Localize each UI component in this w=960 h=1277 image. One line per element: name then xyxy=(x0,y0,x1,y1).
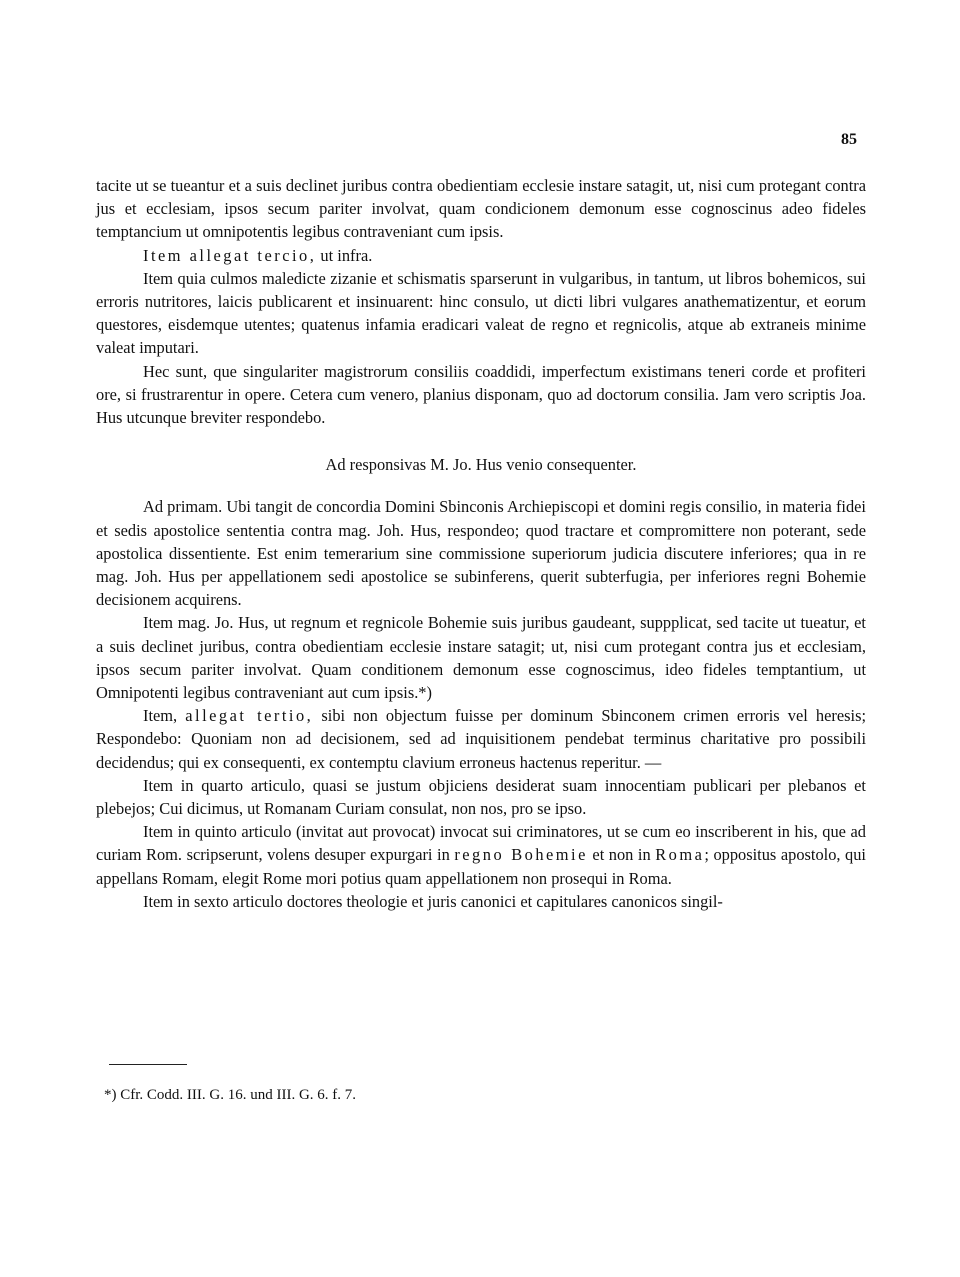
paragraph xyxy=(96,890,866,913)
paragraph xyxy=(96,611,866,704)
text-segment: et non in xyxy=(587,845,656,865)
text-segment: Item in quinto articulo (invitat aut provocat) invocat sui criminatores, ut se cum eo inscriberent in his, que ad curiam Rom. scripserunt, volens desuper expurgari in xyxy=(96,822,866,865)
text-segment: Item in quarto articulo, quasi se justum objiciens desiderat suam innocentiam publicari per plebanos et plebejos; Cui dicimus, ut Romanam Curiam consulat, non nos, pro se ipso. xyxy=(96,775,866,819)
text-segment: Ad responsivas M. Jo. Hus venio consequenter. xyxy=(325,455,637,475)
spaced-text: regno Bohemie xyxy=(454,845,588,865)
text-segment: tacite ut se tueantur et a suis declinet juribus contra obedientiam ecclesie instare satagit, ut, nisi cum protegant contra jus et ecclesiam, ipsos secum pariter involvat, quam condicionem demonum esse cognoscinus adeo fideles temptancium ut omnipotentis legibus contraveniant cum ipsis. xyxy=(96,176,866,242)
text-segment: ut infra. xyxy=(316,245,373,265)
paragraph xyxy=(96,174,866,244)
text-segment: Item mag. Jo. Hus, ut regnum et regnicole Bohemie suis juribus gaudeant, suppplicat, sed tacite ut tueatur, et a suis declinet juribus, contra obedientiam ecclesie instare satagit; ut, nisi cum protegant contra jus et ecclesiam, ipsos secum pariter involvat. Quam conditionem demonum esse cognoscimus, ideo fideles temptantium, ut Omnipotenti legibus contraveniant aut cum ipsis.*) xyxy=(96,613,866,703)
paragraph xyxy=(96,704,866,774)
spaced-text: Item allegat tercio, xyxy=(143,245,317,265)
text-segment: Ad primam. Ubi tangit de concordia Domini Sbinconis Archiepiscopi et domini regis consilio, in materia fidei et sedis apostolice sententia contra mag. Joh. Hus, respondeo; quod tractare et compromittere non poterant, sede apostolica dissentiente. Est enim temerarium sine commissione superiorum judicia discutere inferiores; qua in re mag. Joh. Hus per appellationem sedi apostolice se subinferens, querit subterfugia, per inferiores regni Bohemie decisionem acquirens. xyxy=(96,497,866,610)
paragraph xyxy=(96,360,866,430)
text-segment: Item quia culmos maledicte zizanie et schismatis sparserunt in vulgaribus, in tantum, ut libros bohemicos, sui erroris nutritores, laicis publicarent et insinuarent: hinc consulo, ut dicti libri vulgares anathematizentur, et eorum questores, eisdemque utentes; quatenus infamia eradicari valeat de regno et regnicolis, atque ab extraneis minime valeat imputari. xyxy=(96,268,866,358)
spaced-text: Roma xyxy=(655,845,705,865)
paragraph xyxy=(96,267,866,360)
body-text xyxy=(96,174,866,913)
paragraph xyxy=(96,774,866,820)
section-heading xyxy=(96,453,866,476)
paragraph xyxy=(96,820,866,890)
text-segment: Hec sunt, que singulariter magistrorum consiliis coaddidi, imperfectum existimans teneri corde et profiteri ore, si frustrarentur in opere. Cetera cum venero, planius disponam, quo ad doctorum consilia. Jam vero scriptis Joa. Hus utcunque breviter respondebo. xyxy=(96,361,866,428)
text-segment: ; oppositus apostolo, qui appellans Romam, elegit Rome mori potius quam appellationem non prosequi in Roma. xyxy=(96,845,866,888)
footnote-divider xyxy=(109,1064,187,1065)
spaced-text: allegat tertio, xyxy=(185,706,314,726)
footnote: *) Cfr. Codd. III. G. 16. und III. G. 6. f. 7. xyxy=(104,1087,357,1103)
paragraph xyxy=(96,495,866,611)
text-segment: sibi non objectum fuisse per dominum Sbinconem crimen erroris vel heresis; Respondebo: Quoniam non ad decisionem, sed ad inquisitionem pendebat terminus charitative pro possibili decidendus; qui ex consequenti, ex contemptu clavium erroneus hactenus reperitur. — xyxy=(96,706,867,772)
text-segment: Item, xyxy=(143,706,186,726)
page-number: 85 xyxy=(841,131,857,148)
paragraph xyxy=(96,244,866,267)
text-segment: Item in sexto articulo doctores theologie et juris canonici et capitulares canonicos singil- xyxy=(143,891,723,911)
